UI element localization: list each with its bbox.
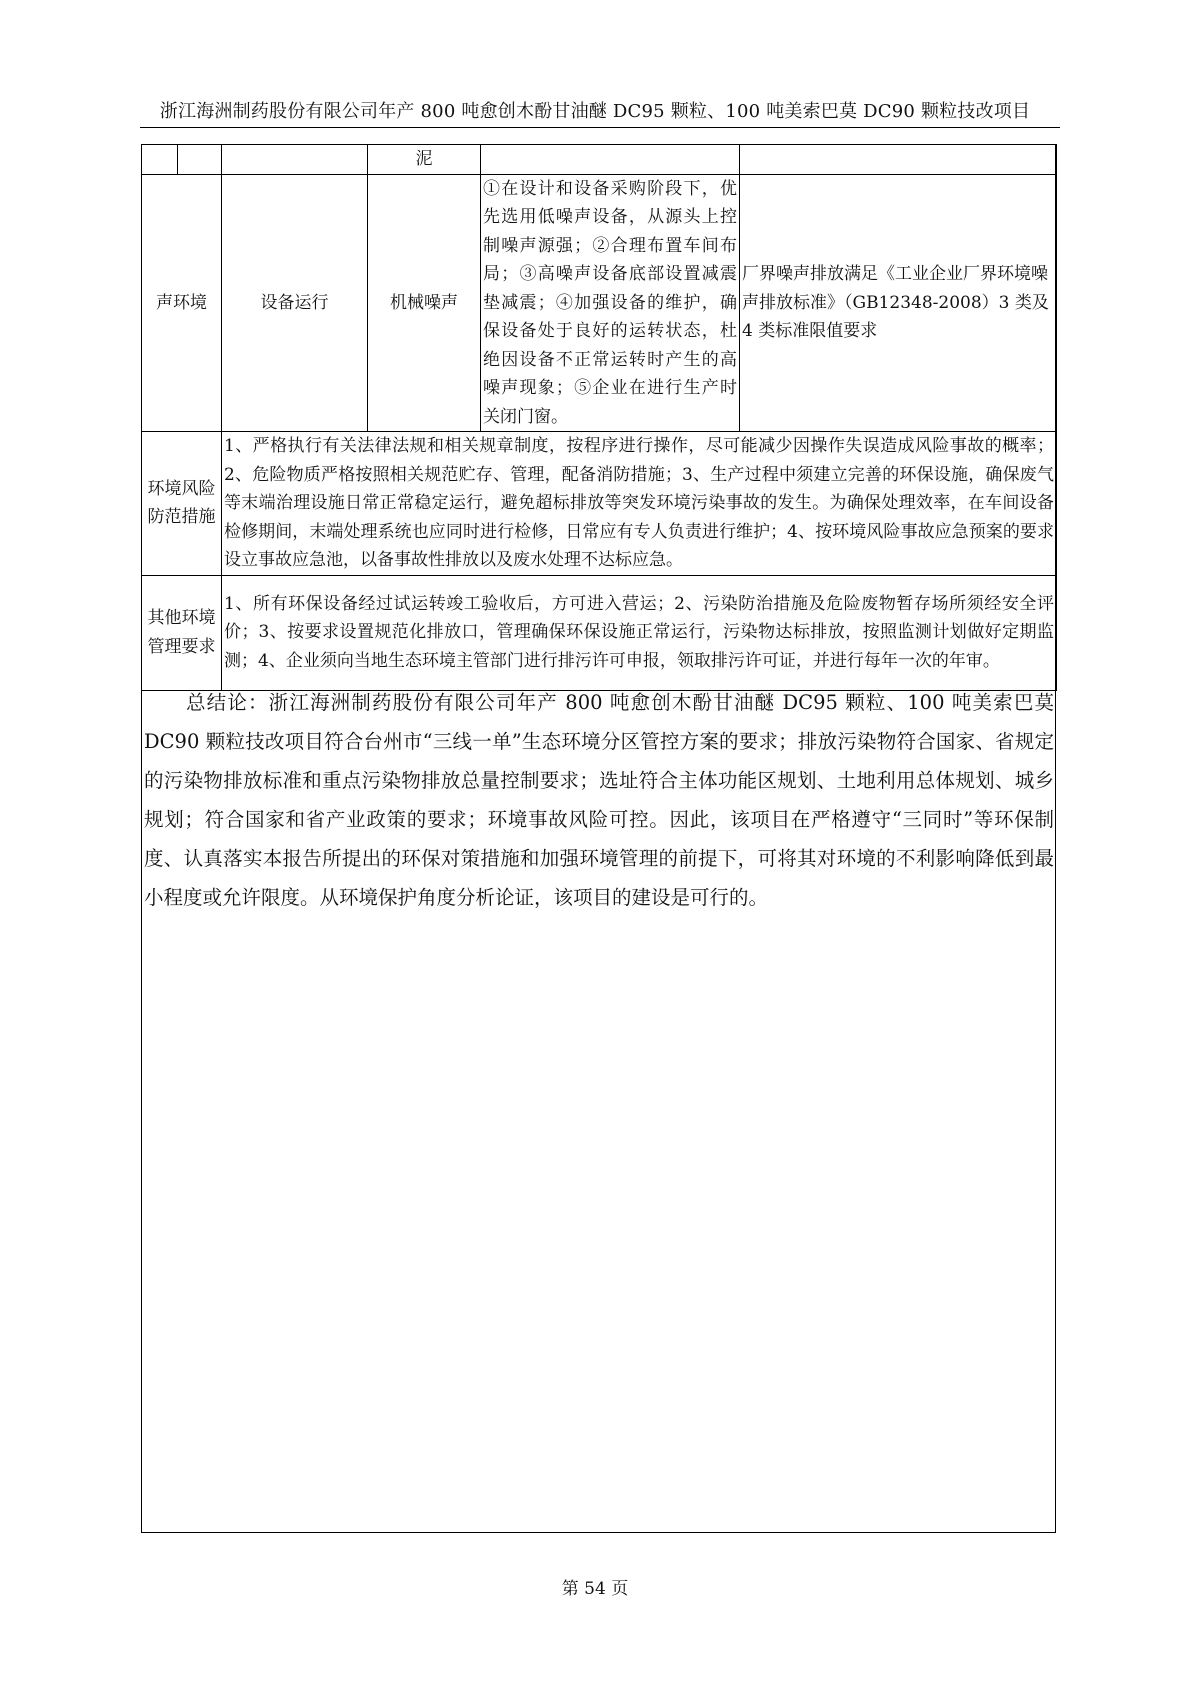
table-cell-empty [481, 145, 740, 175]
noise-source-cell: 设备运行 [222, 174, 368, 432]
table-row-risk [142, 432, 1057, 576]
document-header-title: 浙江海洲制药股份有限公司年产 800 吨愈创木酚甘油醚 DC95 颗粒、100 吨美索巴莫 DC90 颗粒技改项目 [159, 101, 1031, 122]
noise-effect-cell: 厂界噪声排放满足《工业企业厂界环境噪声排放标准》（GB12348-2008）3 类及 4 类标准限值要求 [740, 174, 1057, 432]
table-cell-empty [222, 145, 368, 175]
overall-conclusion-paragraph: 总结论：浙江海洲制药股份有限公司年产 800 吨愈创木酚甘油醚 DC95 颗粒、100 吨美索巴莫 DC90 颗粒技改项目符合台州市“三线一单”生态环境分区管控方案的要求；排放污染物符合国家、省规定的污染物排放标准和重点污染物排放总量控制要求；选址符合主体功能区规划、土地利用总体规划、城乡规划；符合国家和省产业政策的要求；环境事故风险可控。因此，该项目在严格遵守“三同时”等环保制度、认真落实本报告所提出的环保对策措施和加强环境管理的前提下，可将其对环境的不利影响降低到最小程度或允许限度。从环境保护角度分析论证，该项目的建设是可行的。 [144, 691, 1054, 909]
noise-category-cell: 声环境 [142, 174, 222, 432]
risk-label-cell: 环境风险防范措施 [142, 432, 222, 576]
table-row-noise [142, 174, 1057, 432]
other-text-cell: 1、所有环保设备经过试运转竣工验收后，方可进入营运；2、污染防治措施及危险废物暂存场所须经安全评价；3、按要求设置规范化排放口，管理确保环保设施正常运行，污染物达标排放，按照监测计划做好定期监测；4、企业须向当地生态环境主管部门进行排污许可申报，领取排污许可证，并进行每年一次的年审。 [222, 575, 1057, 690]
measures-table [141, 144, 1057, 691]
table-cell-pollutant-continued: 泥 [368, 145, 481, 175]
table-cell-empty [178, 145, 222, 175]
table-row-other [142, 575, 1057, 690]
page-number: 第 54 页 [561, 1579, 629, 1599]
noise-measures-cell: ①在设计和设备采购阶段下，优先选用低噪声设备，从源头上控制噪声源强；②合理布置车间布局；③高噪声设备底部设置减震垫减震；④加强设备的维护，确保设备处于良好的运转状态，杜绝因设备不正常运转时产生的高噪声现象；⑤企业在进行生产时关闭门窗。 [481, 174, 740, 432]
other-label-cell: 其他环境管理要求 [142, 575, 222, 690]
table-cell-empty [740, 145, 1057, 175]
table-row-continuation [142, 145, 1057, 175]
header-divider [140, 127, 1060, 128]
table-cell-empty [142, 145, 178, 175]
noise-pollutant-cell: 机械噪声 [368, 174, 481, 432]
risk-text-cell: 1、严格执行有关法律法规和相关规章制度，按程序进行操作，尽可能减少因操作失误造成风险事故的概率；2、危险物质严格按照相关规范贮存、管理，配备消防措施；3、生产过程中须建立完善的环保设施，确保废气等末端治理设施日常正常稳定运行，避免超标排放等突发环境污染事故的发生。为确保处理效率，在车间设备检修期间，末端处理系统也应同时进行检修，日常应有专人负责进行维护；4、按环境风险事故应急预案的要求设立事故应急池，以备事故性排放以及废水处理不达标应急。 [222, 432, 1057, 576]
